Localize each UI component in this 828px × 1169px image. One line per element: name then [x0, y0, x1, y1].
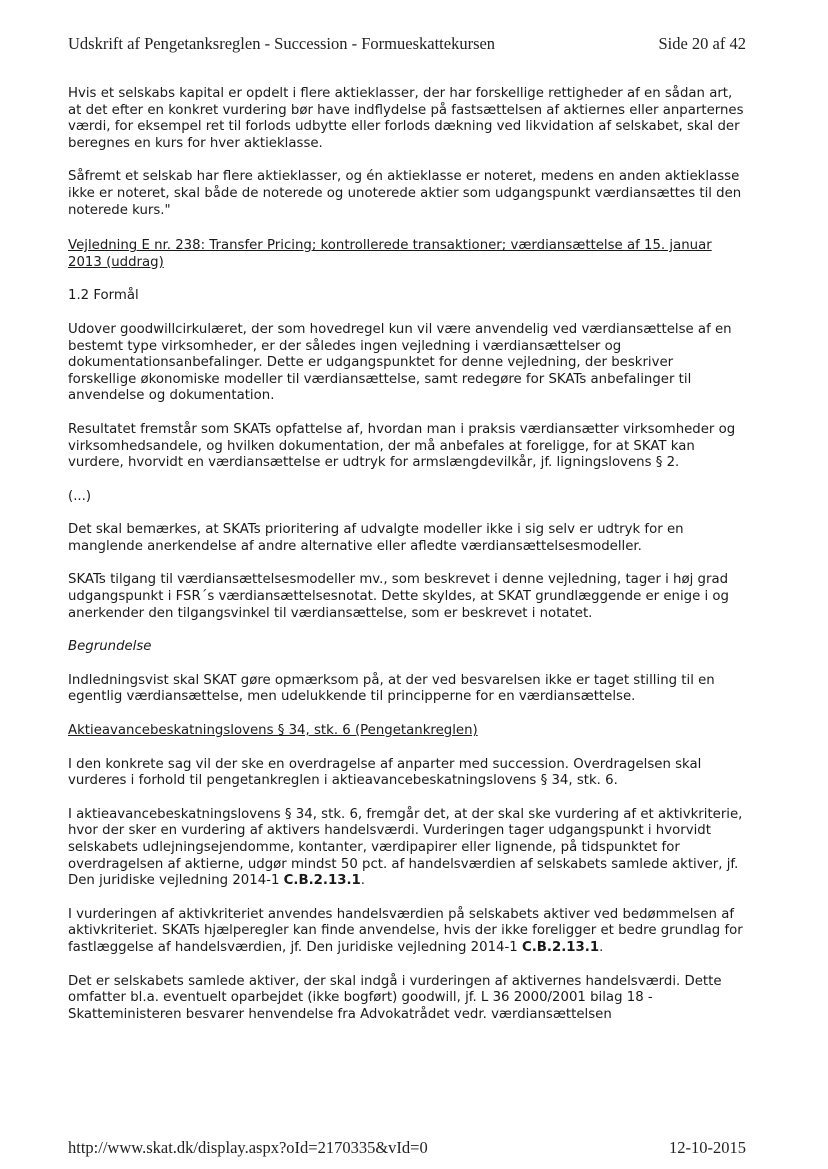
paragraph: SKATs tilgang til værdiansættelsesmodeller mv., som beskrevet i denne vejledning, tager i høj grad udgangspunkt i FSR´s værdiansættelsesnotat. Dette skyldes, at SKAT grundlæggende er enige i og anerkender den tilgangsvinkel til værdiansættelse, som er beskrevet i notatet. — [68, 572, 729, 621]
print-date: 12-10-2015 — [669, 1138, 746, 1157]
page-header — [68, 34, 746, 54]
paragraph: Indledningsvist skal SKAT gøre opmærksom på, at der ved besvarelsen ikke er taget stilling til en egentlig værdiansættelse, men udelukkende til principperne for en værdiansættelse. — [68, 672, 715, 705]
paragraph: Hvis et selskabs kapital er opdelt i flere aktieklasser, der har forskellige rettigheder af en sådan art, at det efter en konkret vurdering bør have indflydelse på fastsættelsen af aktiernes eller anparternes værdi, for eksempel ret til forlods udbytte eller forlods dækning ved likvidation af selskabet, skal der beregnes en kurs for hver aktieklasse. — [68, 86, 744, 151]
paragraph — [68, 807, 744, 890]
paragraph: I den konkrete sag vil der ske en overdragelse af anparter med succession. Overdragelsen skal vurderes i forhold til pengetankreglen i aktieavancebeskatningslovens § 34, stk. 6. — [68, 756, 702, 789]
ellipsis: (...) — [68, 488, 92, 504]
section-link-pengetankreglen[interactable]: Aktieavancebeskatningslovens § 34, stk. 6 (Pengetankreglen) — [68, 723, 478, 739]
paragraph: Det er selskabets samlede aktiver, der skal indgå i vurderingen af aktivernes handelsværdi. Dette omfatter bl.a. eventuelt oparbejdet (ikke bogført) goodwill, jf. L 36 2000/2001 bilag 18 - Skatteministeren besvarer henvendelse fra Advokatrådet vedr. værdiansættelsen — [68, 973, 722, 1022]
section-heading: 1.2 Formål — [68, 288, 139, 304]
section-heading-begrundelse: Begrundelse — [68, 639, 152, 655]
paragraph: Det skal bemærkes, at SKATs prioritering af udvalgte modeller ikke i sig selv er udtryk for en manglende anerkendelse af andre alternative eller afledte værdiansættelsesmodeller. — [68, 522, 684, 554]
paragraph-end: . — [360, 873, 365, 889]
page-footer — [68, 1138, 746, 1158]
section-link-vejledning[interactable]: Vejledning E nr. 238: Transfer Pricing; kontrollerede transaktioner; værdiansættelse af 15. januar 2013 (uddrag) — [68, 238, 712, 270]
paragraph-text: I vurderingen af aktivkriteriet anvendes handelsværdien på selskabets aktiver ved bedømmelsen af aktivkriteriet. SKATs hjælperegler kan finde anvendelse, hvis der ikke foreligger et bedre grundlag for fastlæggelse af handelsværdien, jf. Den juridiske vejledning 2014-1 — [68, 906, 743, 955]
legal-reference: C.B.2.13.1 — [283, 873, 361, 889]
paragraph: Resultatet fremstår som SKATs opfattelse af, hvordan man i praksis værdiansætter virksomheder og virksomhedsandele, og hvilken dokumentation, der må anbefales at foreligge, for at SKAT kan vurdere, hvorvidt en værdiansættelse er udtryk for armslængdevilkår, jf. ligningslovens § 2. — [68, 421, 736, 471]
page-number: Side 20 af 42 — [658, 34, 746, 53]
paragraph-text: I aktieavancebeskatningslovens § 34, stk. 6, fremgår det, at der skal ske vurdering af et aktivkriterie, hvor der sker en vurdering af aktivers handelsværdi. Vurderingen tager udgangspunkt i hvorvidt selskabets udlejningsejendomme, kontanter, værdipapirer eller lignende, på tidspunktet for overdragelsen af aktierne, udgør mindst 50 pct. af handelsværdien af selskabets samlede aktiver, jf. Den juridiske vejledning 2014-1 — [68, 806, 743, 889]
paragraph: Udover goodwillcirkulæret, der som hovedregel kun vil være anvendelig ved værdiansættelse af en bestemt type virksomheder, er der således ingen vejledning i værdiansættelser og dokumentationsanbefalinger. Dette er udgangspunktet for denne vejledning, der beskriver forskellige økonomiske modeller til værdiansættelse, samt redegøre for SKATs anbefalinger til anvendelse og dokumentation. — [68, 321, 732, 404]
paragraph — [68, 907, 744, 957]
document-title: Udskrift af Pengetanksreglen - Succession - Formueskattekursen — [68, 34, 496, 53]
source-url: http://www.skat.dk/display.aspx?oId=2170335&vId=0 — [68, 1138, 428, 1157]
document-body — [68, 86, 744, 1040]
legal-reference: C.B.2.13.1 — [521, 939, 600, 955]
paragraph-end: . — [599, 939, 604, 955]
paragraph: Såfremt et selskab har flere aktieklasser, og én aktieklasse er noteret, medens en anden aktieklasse ikke er noteret, skal både de noterede og unoterede aktier som udgangspunkt værdiansættes til den noterede kurs." — [68, 169, 742, 218]
